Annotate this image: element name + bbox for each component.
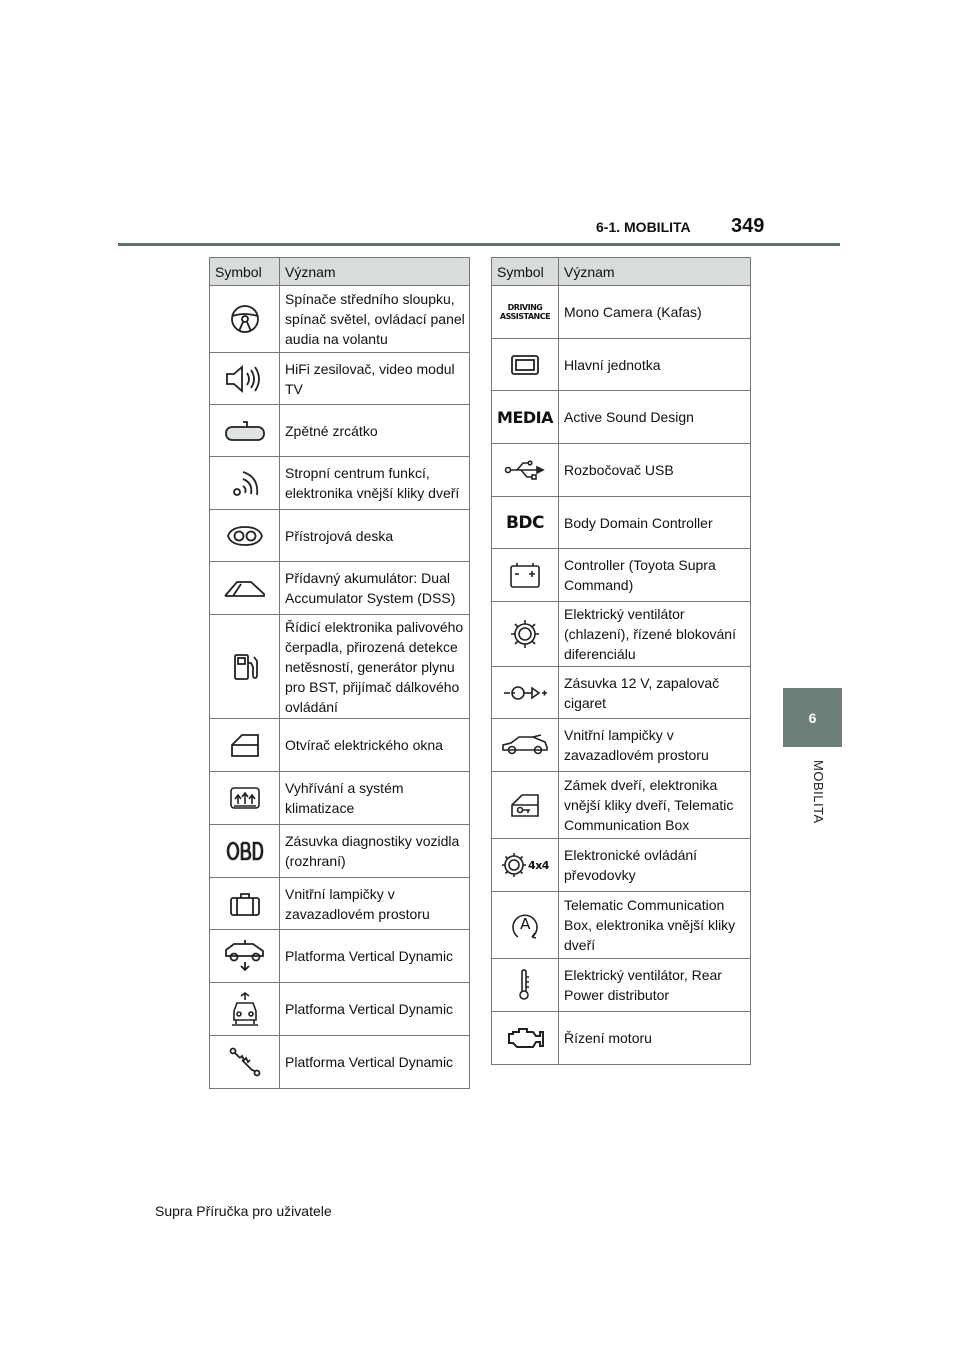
meaning-text: Rozbočovač USB [559,444,751,497]
thermometer-icon [515,968,535,1002]
table-row [210,983,470,1036]
heater-icon [228,784,262,812]
meaning-text: Platforma Vertical Dynamic [280,983,470,1036]
table-row [210,405,470,457]
meaning-text: Vnitřní lampičky v zavazadlovém prostoru [559,719,751,772]
table-row [492,1012,751,1065]
table-row [492,772,751,839]
controller-icon [508,561,542,589]
table-row [210,772,470,825]
meaning-text: Elektrický ventilátor, Rear Power distributor [559,959,751,1012]
fan-icon [509,618,541,650]
meaning-text: Přístrojová deska [280,510,470,562]
table-row [210,1036,470,1089]
meaning-text: Zásuvka 12 V, zapalovač cigaret [559,667,751,719]
table-row [210,286,470,353]
table-row [210,825,470,878]
table-row [210,878,470,930]
meaning-text: Mono Camera (Kafas) [559,286,751,339]
fuel-pump-icon [230,651,260,683]
obd-icon [226,840,264,862]
door-lock-icon [508,791,542,819]
meaning-text: Telematic Communication Box, elektronika vnější kliky dveří [559,892,751,959]
table-header-row [210,258,470,286]
table-row [492,549,751,602]
media-icon: MEDIA [497,407,553,427]
chapter-number: 6 [808,709,817,726]
column-header-meaning: Význam [280,258,470,286]
symbol-table-left [209,257,470,1089]
table-row [492,339,751,391]
meaning-text: Otvírač elektrického okna [280,719,470,772]
column-header-meaning: Význam [559,258,751,286]
icon-label: ASSISTANCE [499,311,551,321]
chapter-tab [783,688,842,747]
icon-label: A [520,915,530,933]
table-row [210,510,470,562]
rearview-mirror-icon [223,418,267,444]
meaning-text: Elektronické ovládání převodovky [559,839,751,892]
column-header-symbol: Symbol [210,258,280,286]
table-row [210,615,470,719]
section-title: 6-1. MOBILITA [596,219,691,235]
meaning-text: Stropní centrum funkcí, elektronika vnější kliky dveří [280,457,470,510]
meaning-text: Hlavní jednotka [559,339,751,391]
meaning-text: Platforma Vertical Dynamic [280,930,470,983]
meaning-text: Spínače středního sloupku, spínač světel, ovládací panel audia na volantu [280,286,470,353]
usb-icon [503,459,547,481]
meaning-text: Controller (Toyota Supra Command) [559,549,751,602]
column-header-symbol: Symbol [492,258,559,286]
table-row [492,719,751,772]
table-row [492,839,751,892]
table-row [492,959,751,1012]
meaning-text: Vyhřívání a systém klimatizace [280,772,470,825]
meaning-text: Řídicí elektronika palivového čerpadla, přirozená detekce netěsností, generátor plynu pro BST, přijímač dálkového ovládání [280,615,470,719]
meaning-text: Zpětné zrcátko [280,405,470,457]
table-row [210,719,470,772]
car-roof-icon [223,576,267,600]
meaning-text: Přídavný akumulátor: Dual Accumulator System (DSS) [280,562,470,615]
speaker-icon [224,363,266,395]
steering-wheel-icon [229,303,261,335]
table-row [492,602,751,667]
meaning-text: Elektrický ventilátor (chlazení), řízené blokování diferenciálu [559,602,751,667]
footer-text: Supra Příručka pro uživatele [155,1203,332,1219]
table-row [210,930,470,983]
table-row [210,353,470,405]
table-row [210,562,470,615]
page-number: 349 [731,215,765,237]
table-row [492,892,751,959]
car-front-icon [230,992,260,1026]
icon-label: DRIVING [507,302,543,312]
symbol-table-right [491,257,751,1065]
header-rule [118,243,840,246]
meaning-text: Řízení motoru [559,1012,751,1065]
meaning-text: Body Domain Controller [559,497,751,549]
luggage-icon [228,890,262,918]
meaning-text: Zásuvka diagnostiky vozidla (rozhraní) [280,825,470,878]
shock-absorber-icon [228,1046,262,1078]
instrument-cluster-icon [226,525,264,547]
driving-assistance-icon [500,303,550,321]
socket-12v-icon [502,681,548,705]
head-unit-icon [510,354,540,376]
assist-a-icon [510,909,540,941]
car-trunk-icon [501,733,549,757]
table-row [492,497,751,549]
table-row [492,391,751,444]
chapter-label: MOBILITA [811,760,826,824]
meaning-text: Vnitřní lampičky v zavazadlovém prostoru [280,878,470,930]
meaning-text: Active Sound Design [559,391,751,444]
table-row [492,444,751,497]
meaning-text: HiFi zesilovač, video modul TV [280,353,470,405]
gear-4x4-icon [501,852,549,878]
engine-icon [505,1024,545,1052]
car-door-icon [228,731,262,759]
meaning-text: Platforma Vertical Dynamic [280,1036,470,1089]
table-header-row [492,258,751,286]
table-row [210,457,470,510]
table-row [492,286,751,339]
bdc-icon: BDC [505,512,545,533]
remote-signal-icon [229,467,261,499]
table-row [492,667,751,719]
meaning-text: Zámek dveří, elektronika vnější kliky dveří, Telematic Communication Box [559,772,751,839]
icon-label: 4x4 [528,858,549,872]
car-suspension-icon [223,940,267,972]
